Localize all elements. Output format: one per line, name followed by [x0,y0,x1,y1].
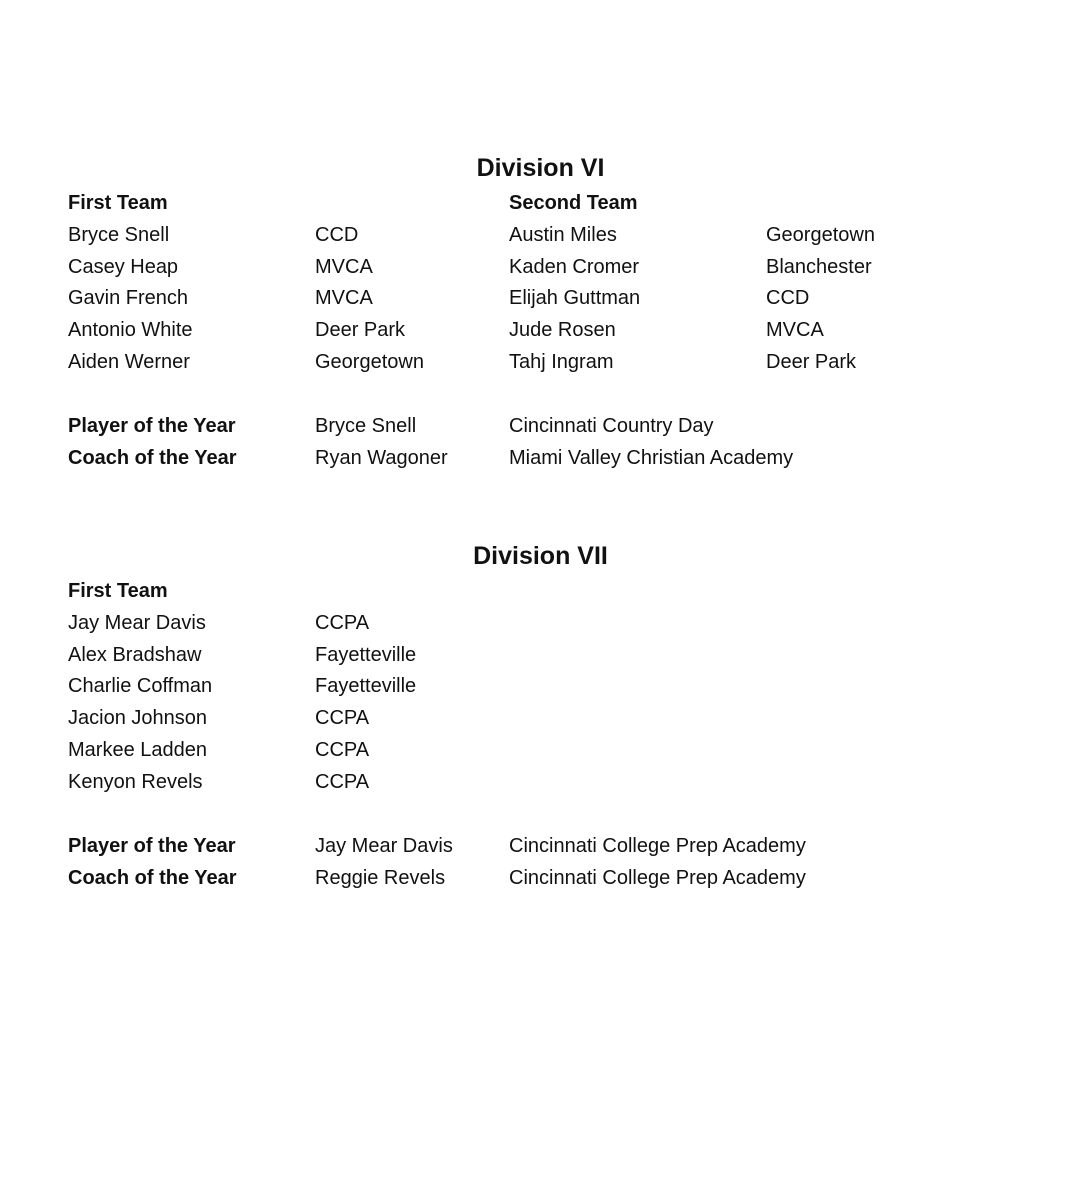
second-team-player: Austin Miles [509,224,617,246]
award-school: Miami Valley Christian Academy [509,447,794,469]
table-row [0,607,1081,639]
first-team-player: Antonio White [68,319,193,341]
award-row-coach-of-year [0,862,1081,894]
first-team-school: CCPA [315,707,370,729]
first-team-player: Aiden Werner [68,351,190,373]
table-row [0,639,1081,671]
division-6-team-headers [0,187,1081,219]
table-row [0,346,1081,378]
table-row [0,219,1081,251]
award-recipient: Jay Mear Davis [315,835,453,857]
first-team-player: Charlie Coffman [68,675,213,697]
second-team-player: Jude Rosen [509,319,616,341]
award-label: Player of the Year [68,415,236,437]
award-row-player-of-year [0,410,1081,442]
second-team-school: CCD [766,287,810,309]
first-team-player: Jacion Johnson [68,707,207,729]
second-team-label: Second Team [509,192,638,214]
award-recipient: Reggie Revels [315,867,446,889]
table-row [0,766,1081,798]
second-team-school: Deer Park [766,351,857,373]
table-row [0,670,1081,702]
division-7-team-headers [0,575,1081,607]
first-team-school: MVCA [315,256,373,278]
first-team-school: Fayetteville [315,675,417,697]
first-team-player: Jay Mear Davis [68,612,206,634]
first-team-school: Fayetteville [315,644,417,666]
second-team-school: MVCA [766,319,824,341]
award-label: Coach of the Year [68,867,237,889]
award-row-coach-of-year [0,442,1081,474]
table-row [0,282,1081,314]
first-team-school: Deer Park [315,319,406,341]
first-team-school: MVCA [315,287,373,309]
first-team-label: First Team [68,580,168,602]
award-label: Player of the Year [68,835,236,857]
first-team-player: Markee Ladden [68,739,207,761]
first-team-school: CCPA [315,739,370,761]
first-team-school: CCPA [315,771,370,793]
second-team-player: Elijah Guttman [509,287,641,309]
award-recipient: Bryce Snell [315,415,417,437]
award-school: Cincinnati College Prep Academy [509,867,806,889]
award-recipient: Ryan Wagoner [315,447,448,469]
second-team-player: Tahj Ingram [509,351,614,373]
table-row [0,251,1081,283]
award-label: Coach of the Year [68,447,237,469]
table-row [0,702,1081,734]
second-team-school: Georgetown [766,224,875,246]
first-team-player: Gavin French [68,287,189,309]
first-team-player: Bryce Snell [68,224,170,246]
division-6-title: Division VI [476,154,605,182]
second-team-school: Blanchester [766,256,872,278]
award-school: Cincinnati College Prep Academy [509,835,806,857]
first-team-school: CCPA [315,612,370,634]
award-row-player-of-year [0,830,1081,862]
first-team-player: Kenyon Revels [68,771,203,793]
first-team-label: First Team [68,192,168,214]
table-row [0,314,1081,346]
second-team-player: Kaden Cromer [509,256,640,278]
first-team-school: Georgetown [315,351,424,373]
first-team-player: Alex Bradshaw [68,644,202,666]
table-row [0,734,1081,766]
first-team-school: CCD [315,224,359,246]
first-team-player: Casey Heap [68,256,179,278]
award-school: Cincinnati Country Day [509,415,714,437]
division-7-title: Division VII [473,542,608,570]
